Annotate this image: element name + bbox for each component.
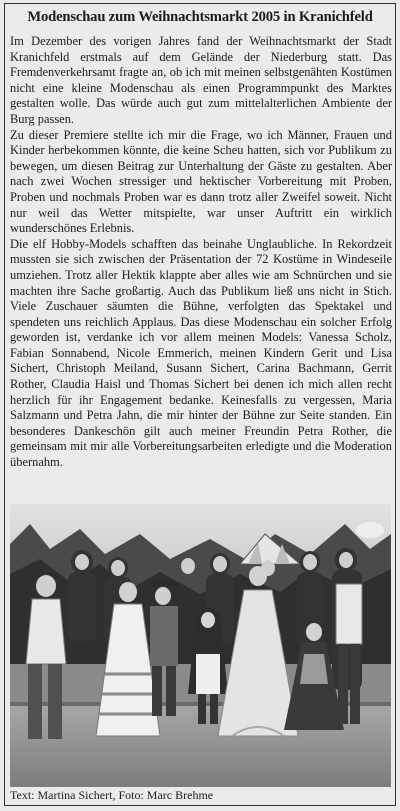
group-photo-icon bbox=[10, 504, 391, 787]
article-title: Modenschau zum Weihnachtsmarkt 2005 in Kranichfeld bbox=[27, 9, 373, 25]
photo-credit: Text: Martina Sichert, Foto: Marc Brehme bbox=[10, 788, 214, 802]
article-paragraph: Im Dezember des vorigen Jahres fand der Weihnachtsmarkt der Stadt Kranichfeld erstmals auf dem Gelände der Niederburg statt. Das Fremdenverkehrsamt fragte an, ob ich mit meinen selbstgenähten Kostümen nicht eine kleine Modenschau als einen Programmpunkt des Marktes gestalten wolle. Das würde auch gut zum mittelalterlichen Ambiente der Burg passen. bbox=[10, 34, 392, 126]
group-photo bbox=[10, 504, 391, 787]
article-paragraph: Die elf Hobby-Models schafften das beinahe Unglaubliche. In Rekordzeit mussten sie sich zwischen der Präsentation der 72 Kostüme in Windeseile umziehen. Trotz aller Hektik klappte aber alles wie am Schnürchen und sie machten ihre Sache großartig. Auch das Publikum ließ uns nicht in Stich. Viele Zuschauer säumten die Bühne, verfolgten das Spektakel und spendeten uns reichlich Applaus. Das diese Modenschau ein solcher Erfolg geworden ist, verdanke ich vor allem meinen Models: Vanessa Scholz, Fabian Sonnabend, Nicole Emmerich, meinen Kindern Gerit und Lisa Sichert, Christoph Meiland, Susann Sichert, Carina Bachmann, Gerrit Rother, Claudia Haisl und Thomas Sichert bei denen ich mich allen recht herzlich für ihr Engagement bedanke. Keinesfalls zu vergessen, Maria Salzmann und Petra Jahn, die mir hinter der Bühne zur Seite standen. Ein besonderes Dankeschön gilt auch meiner Freundin Petra Rother, die gemeinsam mit mir alle Vorbereitungsarbeiten erledigte und die Moderation übernahm. bbox=[10, 236, 392, 470]
article-body bbox=[10, 34, 392, 471]
article-paragraph: Zu dieser Premiere stellte ich mir die Frage, wo ich Männer, Frauen und Kinder herbekommen könnte, die keine Scheu hatten, sich vor Publikum zu bewegen, um diesen Beitrag zur Unterhaltung der Gäste zu gestalten. Aber nach zwei Wochen stressiger und hektischer Vorbereitung mit Proben, Proben und nochmals Proben war es dann trotz aller Zweifel soweit. Nicht nur weil das Wetter mitspielte, war unser Auftritt ein wirklich wunderschönes Erlebnis. bbox=[10, 127, 392, 236]
